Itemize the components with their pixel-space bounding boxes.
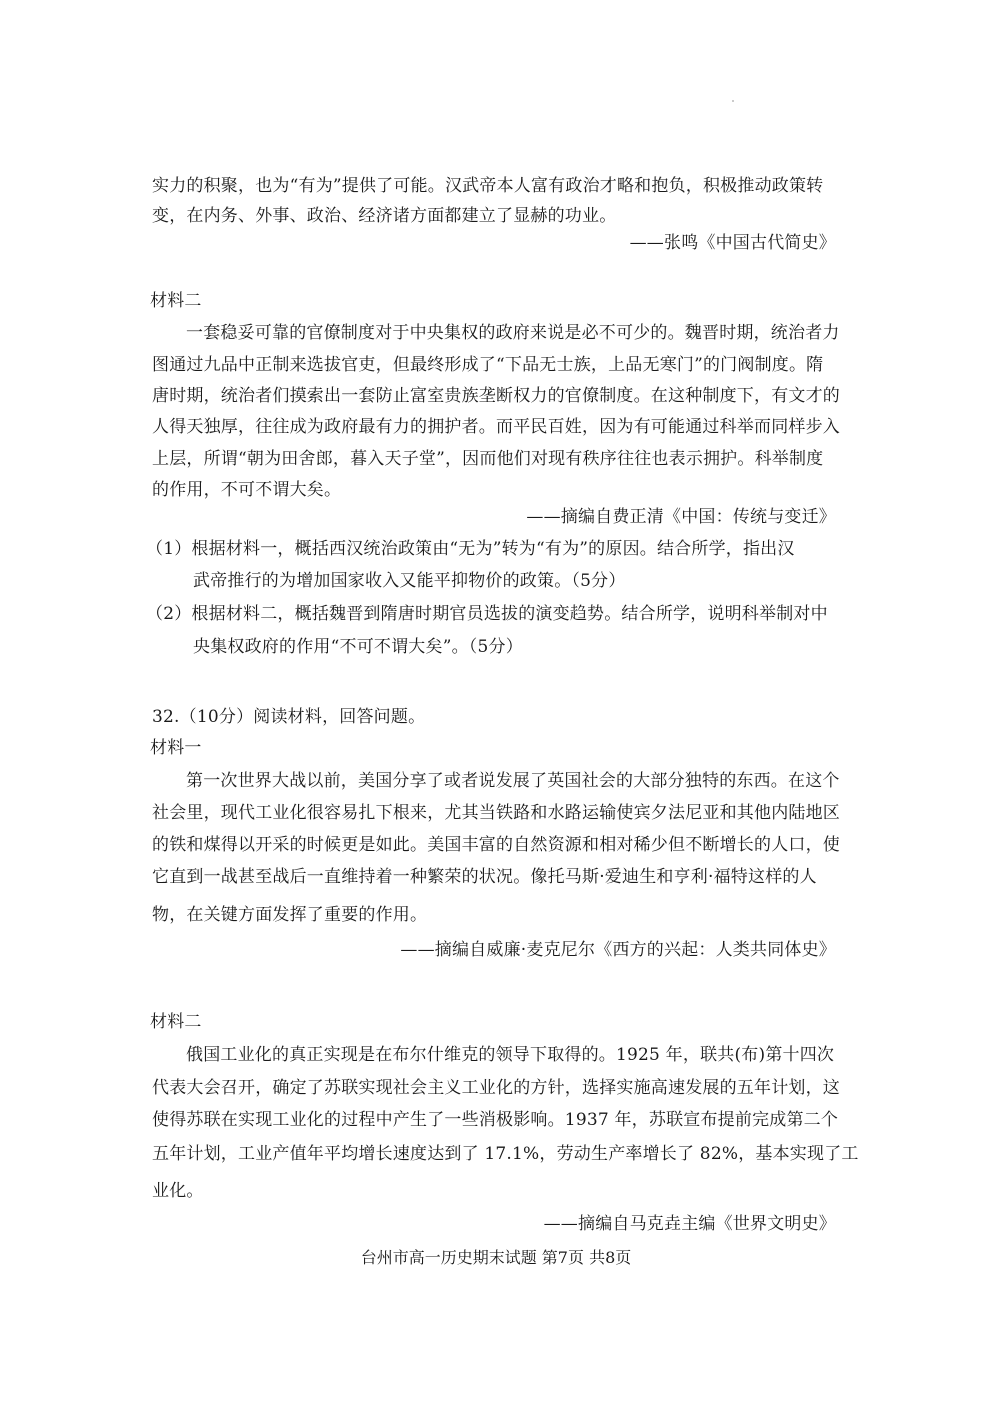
material1-text-line: 实力的积聚，也为“有为”提供了可能。汉武帝本人富有政治才略和抱负，积极推动政策转	[152, 176, 824, 196]
q32-material1-text-line: 社会里，现代工业化很容易扎下根来，尤其当铁路和水路运输使宾夕法尼亚和其他内陆地区	[152, 803, 840, 823]
question31-1-cont: 武帝推行的为增加国家收入又能平抑物价的政策。（5分）	[193, 571, 626, 591]
q32-material1-text-line: 第一次世界大战以前，美国分享了或者说发展了英国社会的大部分独特的东西。在这个	[186, 771, 840, 791]
q32-material1-heading: 材料一	[150, 738, 202, 758]
material1-text-line: 变，在内务、外事、政治、经济诸方面都建立了显赫的功业。	[152, 206, 617, 226]
question31-2: （2）根据材料二，概括魏晋到隋唐时期官员选拔的演变趋势。结合所学，说明科举制对中	[146, 604, 828, 624]
material2-text-line: 唐时期，统治者们摸索出一套防止富室贵族垄断权力的官僚制度。在这种制度下，有文才的	[152, 386, 840, 406]
material1-source: ——张鸣《中国古代简史》	[629, 233, 836, 253]
material2-heading: 材料二	[150, 291, 202, 311]
q32-material2-text-line: 使得苏联在实现工业化的过程中产生了一些消极影响。1937 年，苏联宣布提前完成第二个	[152, 1110, 839, 1130]
q32-material2-text-line: 业化。	[152, 1181, 204, 1201]
page-footer: 台州市高一历史期末试题 第7页 共8页	[360, 1248, 632, 1267]
q32-material1-source: ——摘编自威廉·麦克尼尔《西方的兴起：人类共同体史》	[400, 940, 836, 960]
q32-material2-text-line: 五年计划，工业产值年平均增长速度达到了 17.1%，劳动生产率增长了 82%，基本实现了工	[152, 1144, 859, 1164]
q32-material2-text-line: 俄国工业化的真正实现是在布尔什维克的领导下取得的。1925 年，联共(布)第十四次	[186, 1045, 835, 1065]
q32-material1-text-line: 的铁和煤得以开采的时候更是如此。美国丰富的自然资源和相对稀少但不断增长的人口，使	[152, 835, 840, 855]
q32-material2-heading: 材料二	[150, 1012, 202, 1032]
q32-material2-text-line: 代表大会召开，确定了苏联实现社会主义工业化的方针，选择实施高速发展的五年计划，这	[152, 1078, 840, 1098]
question31-1: （1）根据材料一，概括西汉统治政策由“无为”转为“有为”的原因。结合所学，指出汉	[146, 539, 795, 559]
scan-speck	[732, 100, 734, 102]
material2-text-line: 上层，所谓“朝为田舍郎，暮入天子堂”，因而他们对现有秩序往往也表示拥护。科举制度	[152, 449, 824, 469]
question32-title: 32.（10分）阅读材料，回答问题。	[152, 707, 426, 727]
question31-2-cont: 央集权政府的作用“不可不谓大矣”。（5分）	[193, 637, 523, 657]
q32-material1-text-line: 它直到一战甚至战后一直维持着一种繁荣的状况。像托马斯·爱迪生和亨利·福特这样的人	[152, 867, 817, 887]
material2-text-line: 的作用，不可不谓大矣。	[152, 480, 342, 500]
material2-text-line: 人得天独厚，往往成为政府最有力的拥护者。而平民百姓，因为有可能通过科举而同样步入	[152, 417, 840, 437]
q32-material1-text-line: 物，在关键方面发挥了重要的作用。	[152, 905, 428, 925]
material2-text-line: 一套稳妥可靠的官僚制度对于中央集权的政府来说是必不可少的。魏晋时期，统治者力	[186, 323, 840, 343]
q32-material2-source: ——摘编自马克垚主编《世界文明史》	[543, 1214, 836, 1234]
material2-text-line: 图通过九品中正制来选拔官吏，但最终形成了“下品无士族，上品无寒门”的门阀制度。隋	[152, 355, 824, 375]
material2-source: ——摘编自费正清《中国：传统与变迁》	[526, 507, 836, 527]
